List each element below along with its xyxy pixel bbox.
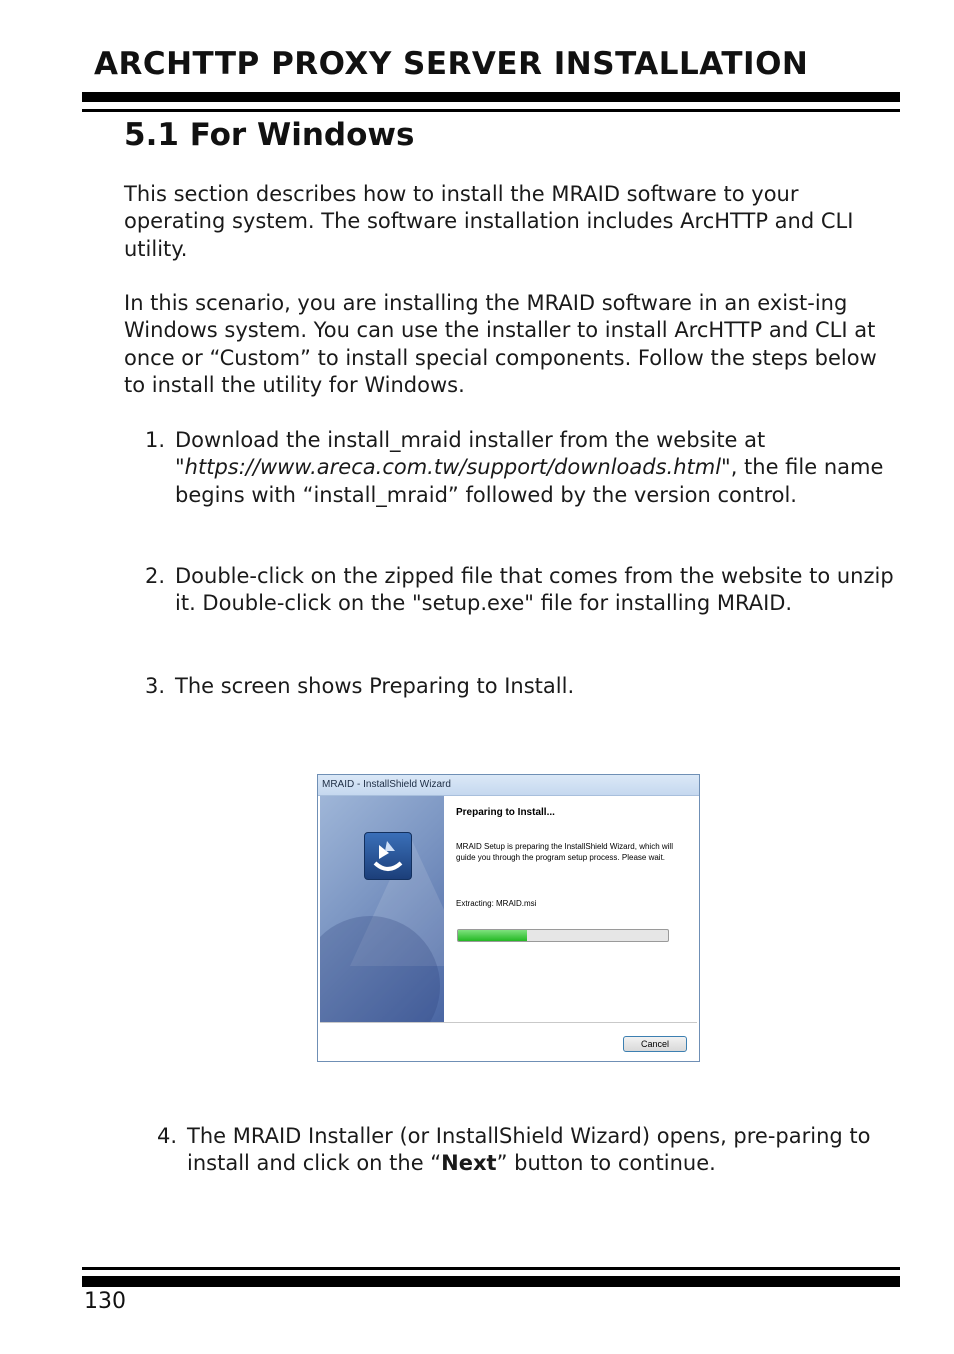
- step-3: [145, 673, 895, 700]
- step-4: [157, 1123, 897, 1178]
- step-number: 4.: [157, 1124, 178, 1148]
- progress-fill: [458, 930, 527, 941]
- page-number: 130: [84, 1289, 126, 1314]
- dialog-heading: Preparing to Install...: [456, 807, 555, 818]
- dialog-status: Extracting: MRAID.msi: [456, 899, 537, 908]
- dialog-side-banner: [320, 796, 444, 1022]
- chapter-title: ARCHTTP PROXY SERVER INSTALLATION: [94, 46, 809, 82]
- installshield-logo-icon: [364, 832, 412, 880]
- scenario-paragraph: In this scenario, you are installing the MRAID software in an exist-ing Windows system. You can use the installer to install ArcHTTP and CLI at once or “Custom” to install special components. Follow the steps below to install the utility for Windows.: [124, 291, 877, 398]
- step-text: Download the install_mraid installer from the website at ": [175, 428, 766, 480]
- next-button-reference: Next: [441, 1151, 497, 1176]
- dialog-divider: [320, 1022, 697, 1023]
- download-link[interactable]: https://www.areca.com.tw/support/downloads.html: [184, 455, 722, 480]
- dialog-description: MRAID Setup is preparing the InstallShield Wizard, which will guide you through the program setup process. Please wait.: [456, 842, 673, 862]
- section-title: 5.1 For Windows: [124, 117, 415, 153]
- header-rule-thin: [82, 109, 900, 112]
- step-text: Double-click on the zipped file that comes from the website to unzip it. Double-click on the "setup.exe" file for installing MRAID.: [175, 564, 894, 616]
- footer-rule-thin: [82, 1267, 900, 1270]
- installshield-dialog-screenshot: [317, 774, 700, 1062]
- footer-rule-thick: [82, 1276, 900, 1287]
- step-text: The screen shows Preparing to Install.: [175, 674, 575, 698]
- step-2: [145, 563, 895, 618]
- cancel-button[interactable]: Cancel: [623, 1036, 687, 1052]
- step-number: 2.: [145, 564, 166, 588]
- step-text: The MRAID Installer (or InstallShield Wizard) opens, pre-paring to install and click on the “: [187, 1124, 871, 1176]
- dialog-titlebar: [318, 775, 699, 796]
- step-number: 1.: [145, 428, 166, 452]
- header-rule-thick: [82, 92, 900, 102]
- step-text: ", the file name begins with “install_mraid” followed by the version control.: [175, 455, 884, 507]
- step-1: [145, 427, 895, 509]
- step-text: ” button to continue.: [496, 1151, 716, 1176]
- extraction-progress-bar: [457, 929, 669, 942]
- dialog-window-title: MRAID - InstallShield Wizard: [322, 779, 451, 790]
- step-number: 3.: [145, 674, 166, 698]
- intro-paragraph: This section describes how to install the MRAID software to your operating system. The software installation includes ArcHTTP and CLI utility.: [124, 182, 854, 261]
